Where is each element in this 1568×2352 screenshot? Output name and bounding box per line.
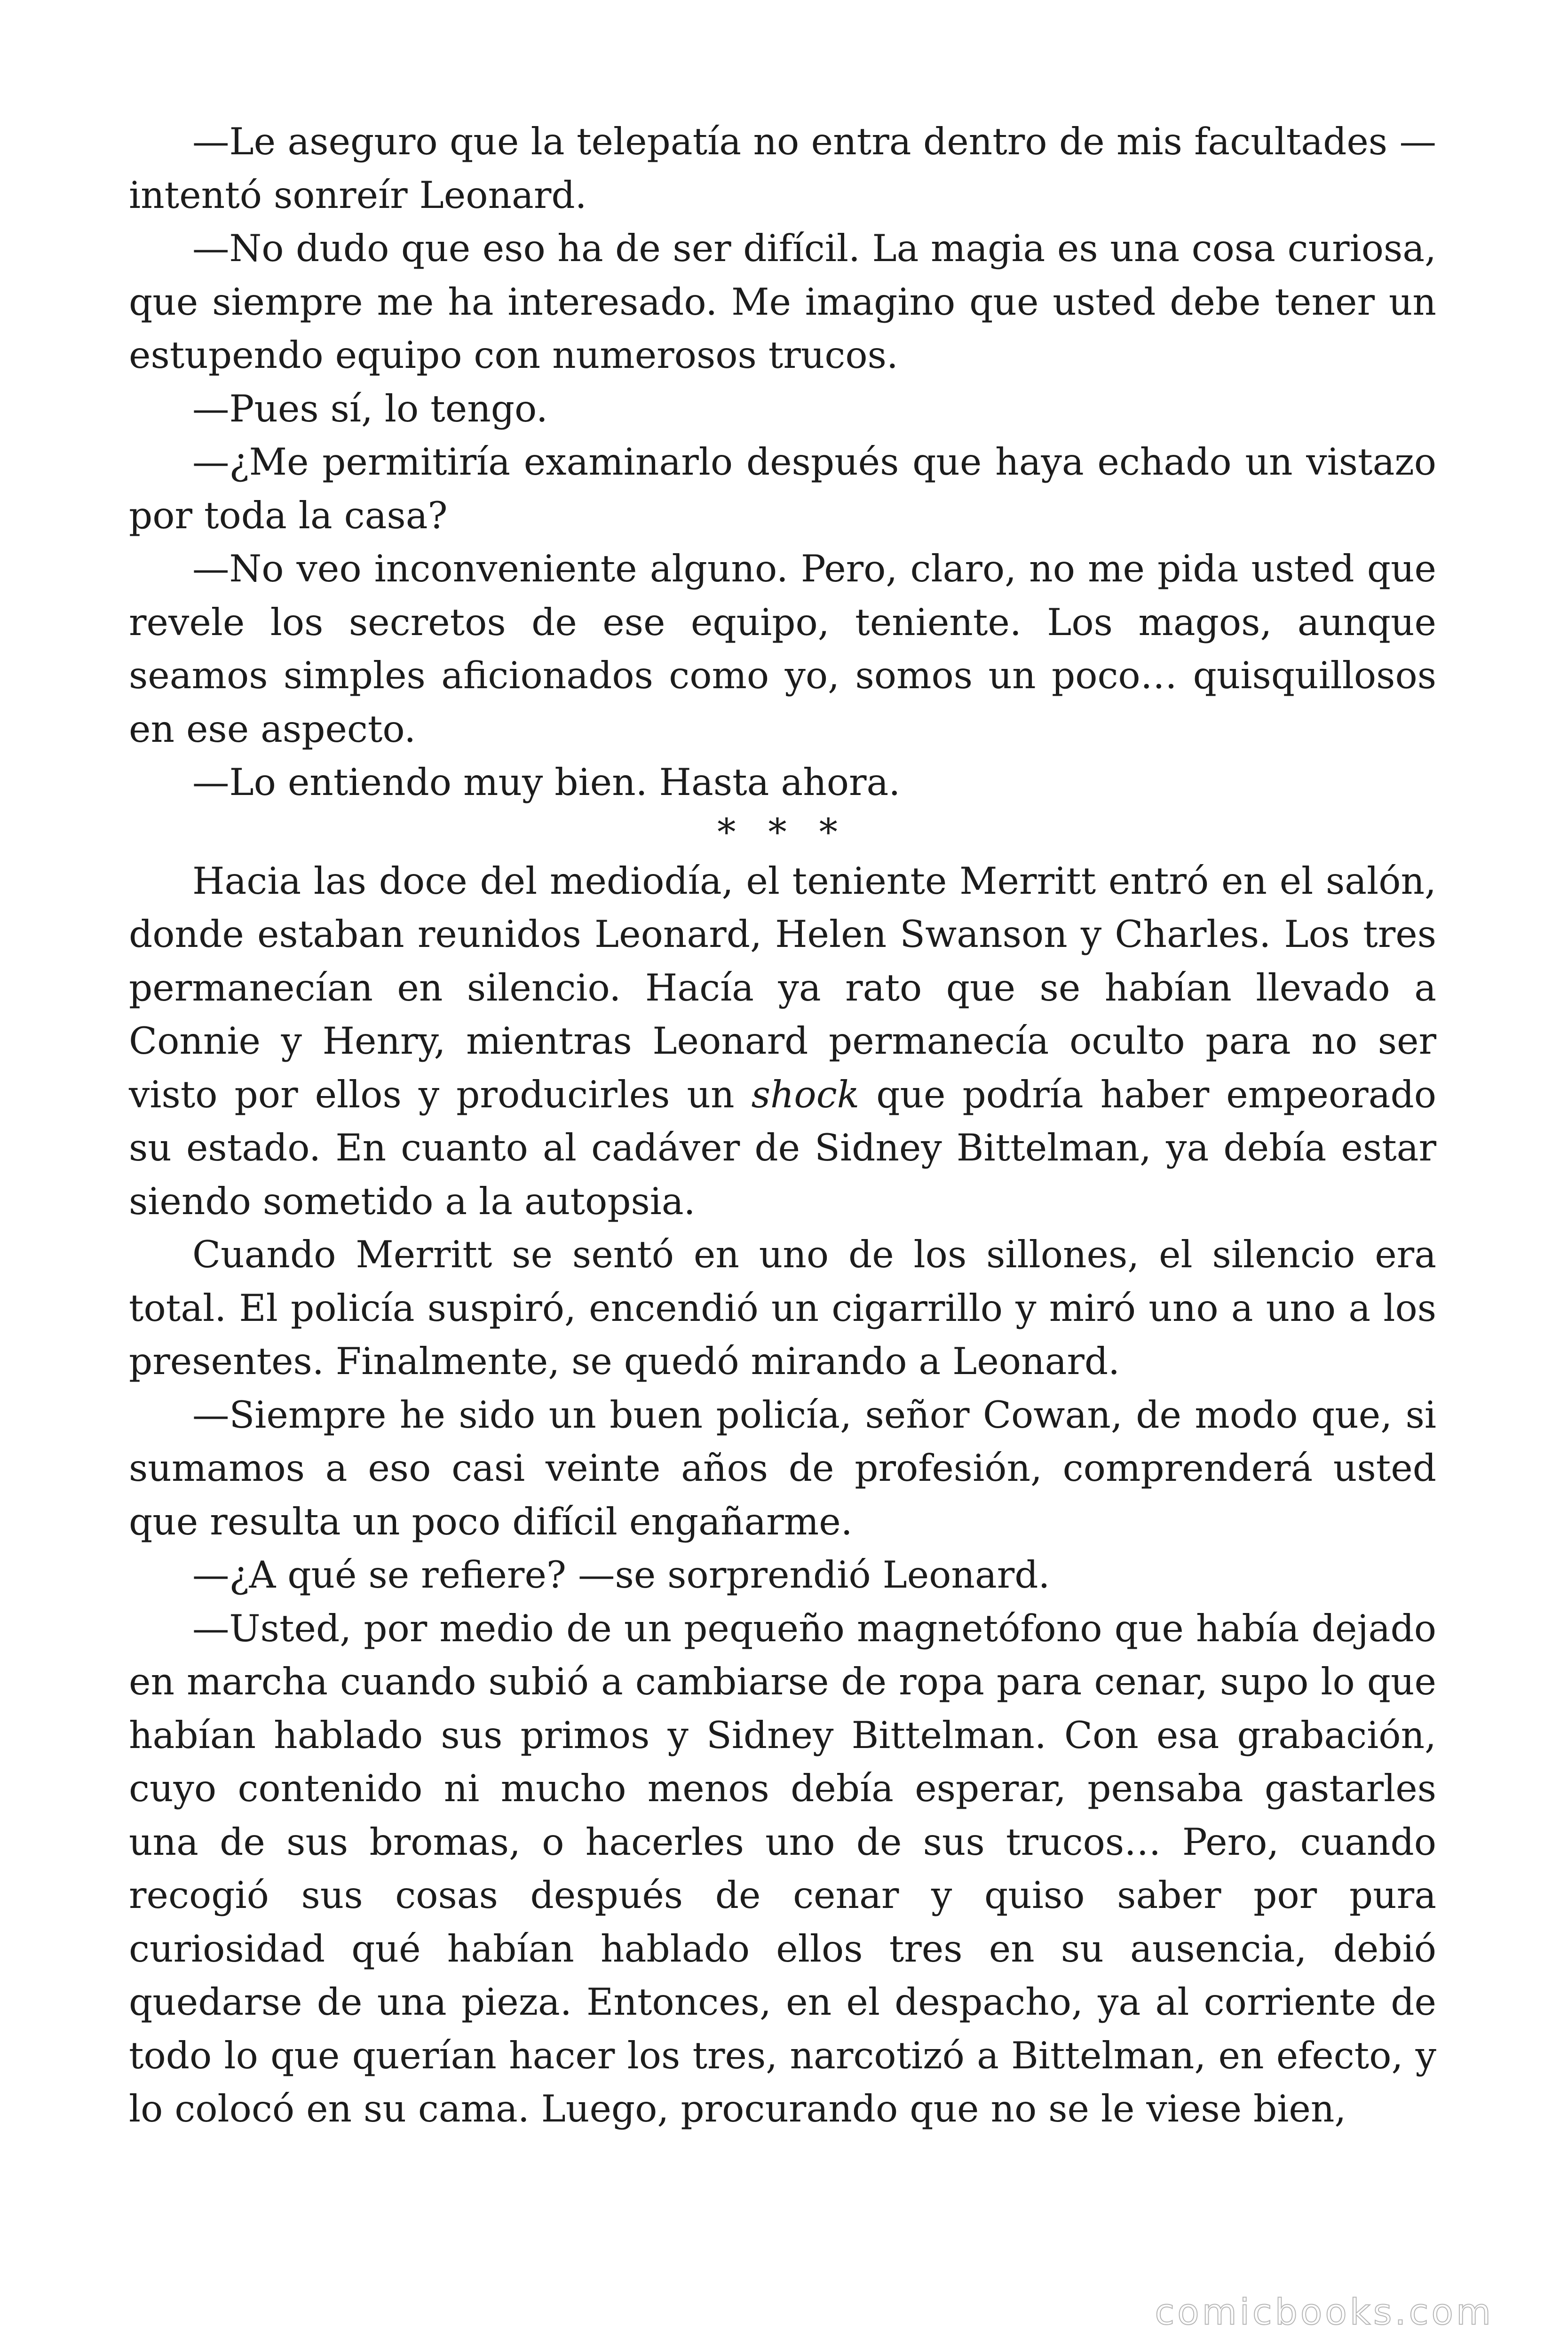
paragraph-text: que podría haber empeorado su estado. En cuanto al cadáver de Sidney Bittelman, ya debía estar siendo sometido a la autopsia. — [129, 1073, 1437, 1223]
paragraph — [129, 855, 1436, 1229]
paragraph: —Pues sí, lo tengo. — [192, 387, 548, 430]
paragraph: —¿Me permitiría examinarlo después que haya echado un vistazo por toda la casa? — [129, 440, 1436, 537]
watermark: comicbooks.com — [1155, 2291, 1494, 2333]
page-body — [129, 115, 1436, 2136]
italic-word: shock — [751, 1073, 860, 1116]
paragraph: —Le aseguro que la telepatía no entra dentro de mis facultades —intentó sonreír Leonard. — [129, 120, 1436, 217]
paragraph: —No dudo que eso ha de ser difícil. La magia es una cosa curiosa, que siempre me ha interesado. Me imagino que usted debe tener un estupendo equipo con numerosos trucos. — [129, 227, 1436, 377]
paragraph: —Usted, por medio de un pequeño magnetófono que había dejado en marcha cuando subió a cambiarse de ropa para cenar, supo lo que habían hablado sus primos y Sidney Bittelman. Con esa grabación, cuyo contenido ni mucho menos debía esperar, pensaba gastarles una de sus bromas, o hacerles uno de sus trucos… Pero, cuando recogió sus cosas después de cenar y quiso saber por pura curiosidad qué habían hablado ellos tres en su ausencia, debió quedarse de una pieza. Entonces, en el despacho, ya al corriente de todo lo que querían hacer los tres, narcotizó a Bittelman, en efecto, y lo colocó en su cama. Luego, procurando que no se le viese bien, — [129, 1606, 1436, 2130]
paragraph-text: Hacia las doce del mediodía, el teniente Merritt entró en el salón, donde estaban reunidos Leonard, Helen Swanson y Charles. Los tres permanecían en silencio. Hacía ya rato que se habían llevado a Connie y Henry, mientras Leonard permanecía oculto para no ser visto por ellos y producirles un — [129, 859, 1436, 1116]
paragraph: —Siempre he sido un buen policía, señor Cowan, de modo que, si sumamos a eso casi veinte años de profesión, comprenderá usted que resulta un poco difícil engañarme. — [129, 1393, 1436, 1543]
paragraph: Cuando Merritt se sentó en uno de los sillones, el silencio era total. El policía suspiró, encendió un cigarrillo y miró uno a uno a los presentes. Finalmente, se quedó mirando a Leonard. — [129, 1233, 1436, 1383]
paragraph: —Lo entiendo muy bien. Hasta ahora. — [192, 761, 901, 804]
paragraph: —¿A qué se refiere? —se sorprendió Leonard. — [192, 1553, 1050, 1597]
paragraph: —No veo inconveniente alguno. Pero, claro, no me pida usted que revele los secretos de ese equipo, teniente. Los magos, aunque seamos simples aficionados como yo, somos un poco… quisquillosos en ese aspecto. — [129, 547, 1436, 751]
scene-separator: * * * — [717, 810, 848, 854]
